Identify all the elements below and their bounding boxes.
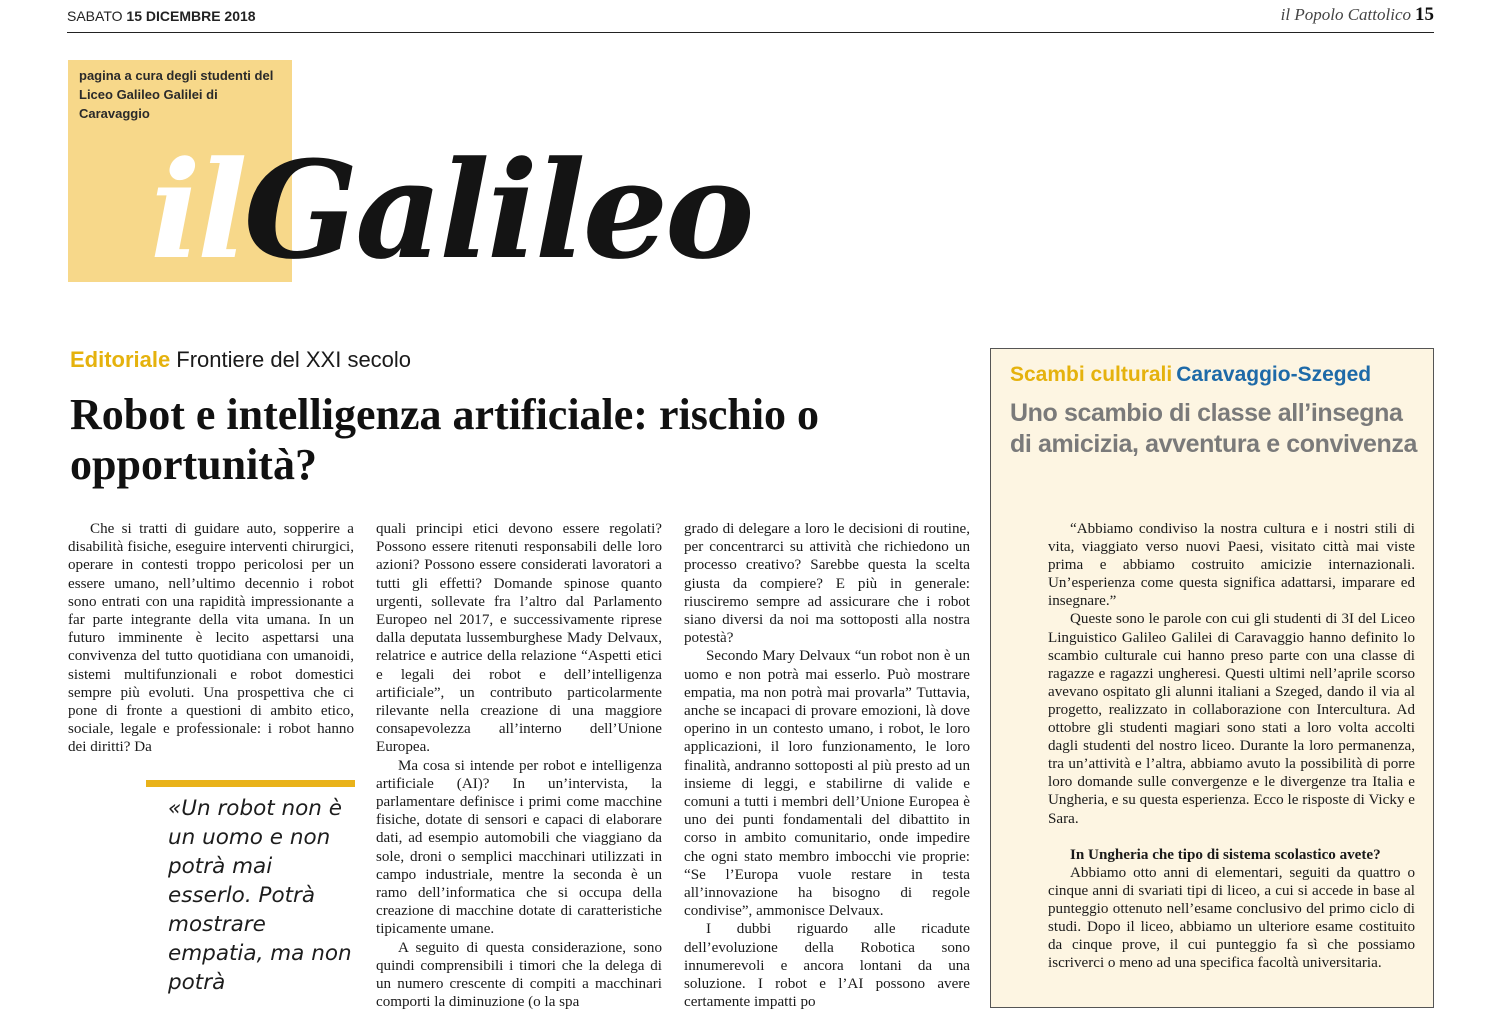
masthead-title-name: Galileo [243, 131, 752, 289]
sidebar-body [1048, 520, 1415, 972]
header-date [67, 8, 256, 24]
paper-name: il Popolo Cattolico [1280, 5, 1411, 24]
masthead-title-il: il [150, 131, 244, 289]
header-divider [67, 32, 1434, 33]
article-paragraph: grado di delegare a loro le decisioni di routine, per concentrarci su attività che richiedono un processo creativo? Sarebbe questa la scelta giusta da compiere? E più in generale: riusciremo sempre ad assicurare che i robot siano diversi da noi ma sottoposti alla nostra potestà? [684, 521, 970, 647]
sidebar-answer: Abbiamo otto anni di elementari, seguiti da quattro o cinque anni di svariati tipi di liceo, a cui si accede in base al punteggio ottenuto nell’esame conclusivo del primo ciclo di studi. Dopo il liceo, abbiamo un ulteriore esame costituito da cinque prove, il cui punteggio fa sì che possiamo iscriverci o meno ad una specifica facoltà universitaria. [1048, 864, 1415, 972]
article-column-2 [376, 520, 662, 1011]
pull-quote: «Un robot non è un uomo e non potrà mai esserlo. Potrà mostrare empatia, ma non potrà [168, 796, 352, 995]
sidebar-kicker [1010, 363, 1371, 387]
page-number: 15 [1415, 4, 1434, 25]
pull-quote-bar [146, 780, 355, 787]
article-column-3 [684, 520, 970, 1011]
editorial-headline: Robot e intelligenza artificiale: rischio o opportunità? [70, 390, 820, 489]
sidebar-kicker-place: Caravaggio-Szeged [1176, 363, 1372, 386]
header-paper [1281, 4, 1434, 26]
article-paragraph: quali principi etici devono essere regolati? Possono essere ritenuti responsabili delle loro azioni? Possono essere considerati lavoratori a tutti gli effetti? Domande spinose quanto urgenti, sollevate fra l’altro dal Parlamento Europeo nel 2017, e successivamente riprese dalla deputata lussemburghese Mady Delvaux, relatrice e autrice della relazione “Aspetti etici e legali dei robot e dell’intelligenza artificiale”, un contributo particolarmente rilevante nella creazione di una maggiore consapevolezza all’interno dell’Unione Europea. [376, 521, 662, 756]
article-column-1 [68, 520, 354, 760]
kicker-subtitle: Frontiere del XXI secolo [176, 347, 412, 372]
sidebar-kicker-label: Scambi culturali [1010, 363, 1173, 386]
masthead-title [150, 120, 751, 300]
sidebar-paragraph: Queste sono le parole con cui gli studenti di 3I del Liceo Linguistico Galileo Galilei di Caravaggio hanno definito lo scambio culturale cui hanno preso parte con una classe di ragazze e ragazzi ungheresi. Questi ultimi nell’aprile scorso avevano ospitato gli alunni italiani a Szeged, dando il via al progetto, realizzato in collaborazione con Intercultura. Ad ottobre gli studenti magiari sono stati a loro volta accolti dagli studenti del nostro liceo. Durante la loro permanenza, tra un’attività e l’altra, abbiamo avuto la possibilità di porre loro domande sulle convergenze e le divergenze tra Italia e Ungheria, e su questa esperienza. Ecco le risposte di Vicky e Sara. [1048, 611, 1415, 827]
article-paragraph: A seguito di questa considerazione, sono quindi comprensibili i timori che la delega di un numero crescente di compiti a macchinari comporti la diminuzione (o la spa [376, 939, 662, 1011]
article-paragraph: Che si tratti di guidare auto, sopperire a disabilità fisiche, eseguire interventi chirurgici, operare in contesti troppo pericolosi per un essere umano, nell’ultimo decennio i robot sono entrati con una rapidità impressionante a far parte integrante della vita umana. In un futuro imminente è lecito aspettarsi una convivenza del tutto quotidiana con umanoidi, sistemi multifunzionali e robot domestici sempre più evoluti. Una prospettiva che ci pone di fronte a questioni di ambito etico, sociale, legale e professionale: i robot hanno dei diritti? Da [68, 521, 354, 756]
date-weekday: SABATO [67, 8, 123, 24]
article-paragraph: Secondo Mary Delvaux “un robot non è un uomo e non potrà mai esserlo. Può mostrare empatia, ma non potrà mai provarla” Tuttavia, anche se incapaci di provare emozioni, là dove operino in un contesto umano, i robot, le loro applicazioni, il loro funzionamento, le loro finalità, andranno sottoposti al più presto ad un insieme di leggi, e stabilirne di valide e comuni a tutti i membri dell’Unione Europea è uno dei punti fondamentali del dibattito in corso in ambito comunitario, onde impedire che ogni stato membro imbocchi vie proprie: “Se l’Europa vuole restare in testa all’innovazione ha bisogno di regole condivise”, ammonisce Delvaux. [684, 648, 970, 920]
sidebar-question: In Ungheria che tipo di sistema scolastico avete? [1070, 846, 1381, 863]
article-paragraph: Ma cosa si intende per robot e intelligenza artificiale (AI)? In un’intervista, la parlamentare definisce i primi come macchine fisiche, dotate di sensori e capaci di elaborare dati, ad esempio automobili che viaggiano da sole, droni o semplici macchinari utilizzati in campo industriale, mentre la seconda è un ramo dell’informatica che si occupa della creazione di macchine dotate di caratteristiche tipicamente umane. [376, 757, 662, 938]
sidebar-headline: Uno scambio di classe all’insegna di amicizia, avventura e convivenza [1010, 399, 1418, 458]
masthead-credit: pagina a cura degli studenti del Liceo Galileo Galilei di Caravaggio [79, 68, 274, 121]
kicker-label: Editoriale [70, 347, 171, 372]
editorial-kicker [70, 347, 411, 373]
sidebar-paragraph: “Abbiamo condiviso la nostra cultura e i nostri stili di vita, viaggiato verso nuovi Paesi, visitato città mai viste prima e abbiamo costruito amicizie internazionali. Un’esperienza come questa significa adattarsi, imparare ed insegnare.” [1048, 521, 1415, 610]
date-value: 15 DICEMBRE 2018 [126, 8, 256, 24]
article-paragraph: I dubbi riguardo alle ricadute dell’evoluzione della Robotica sono innumerevoli e ancora lontani da una soluzione. I robot e l’AI possono avere certamente impatti po [684, 921, 970, 1011]
